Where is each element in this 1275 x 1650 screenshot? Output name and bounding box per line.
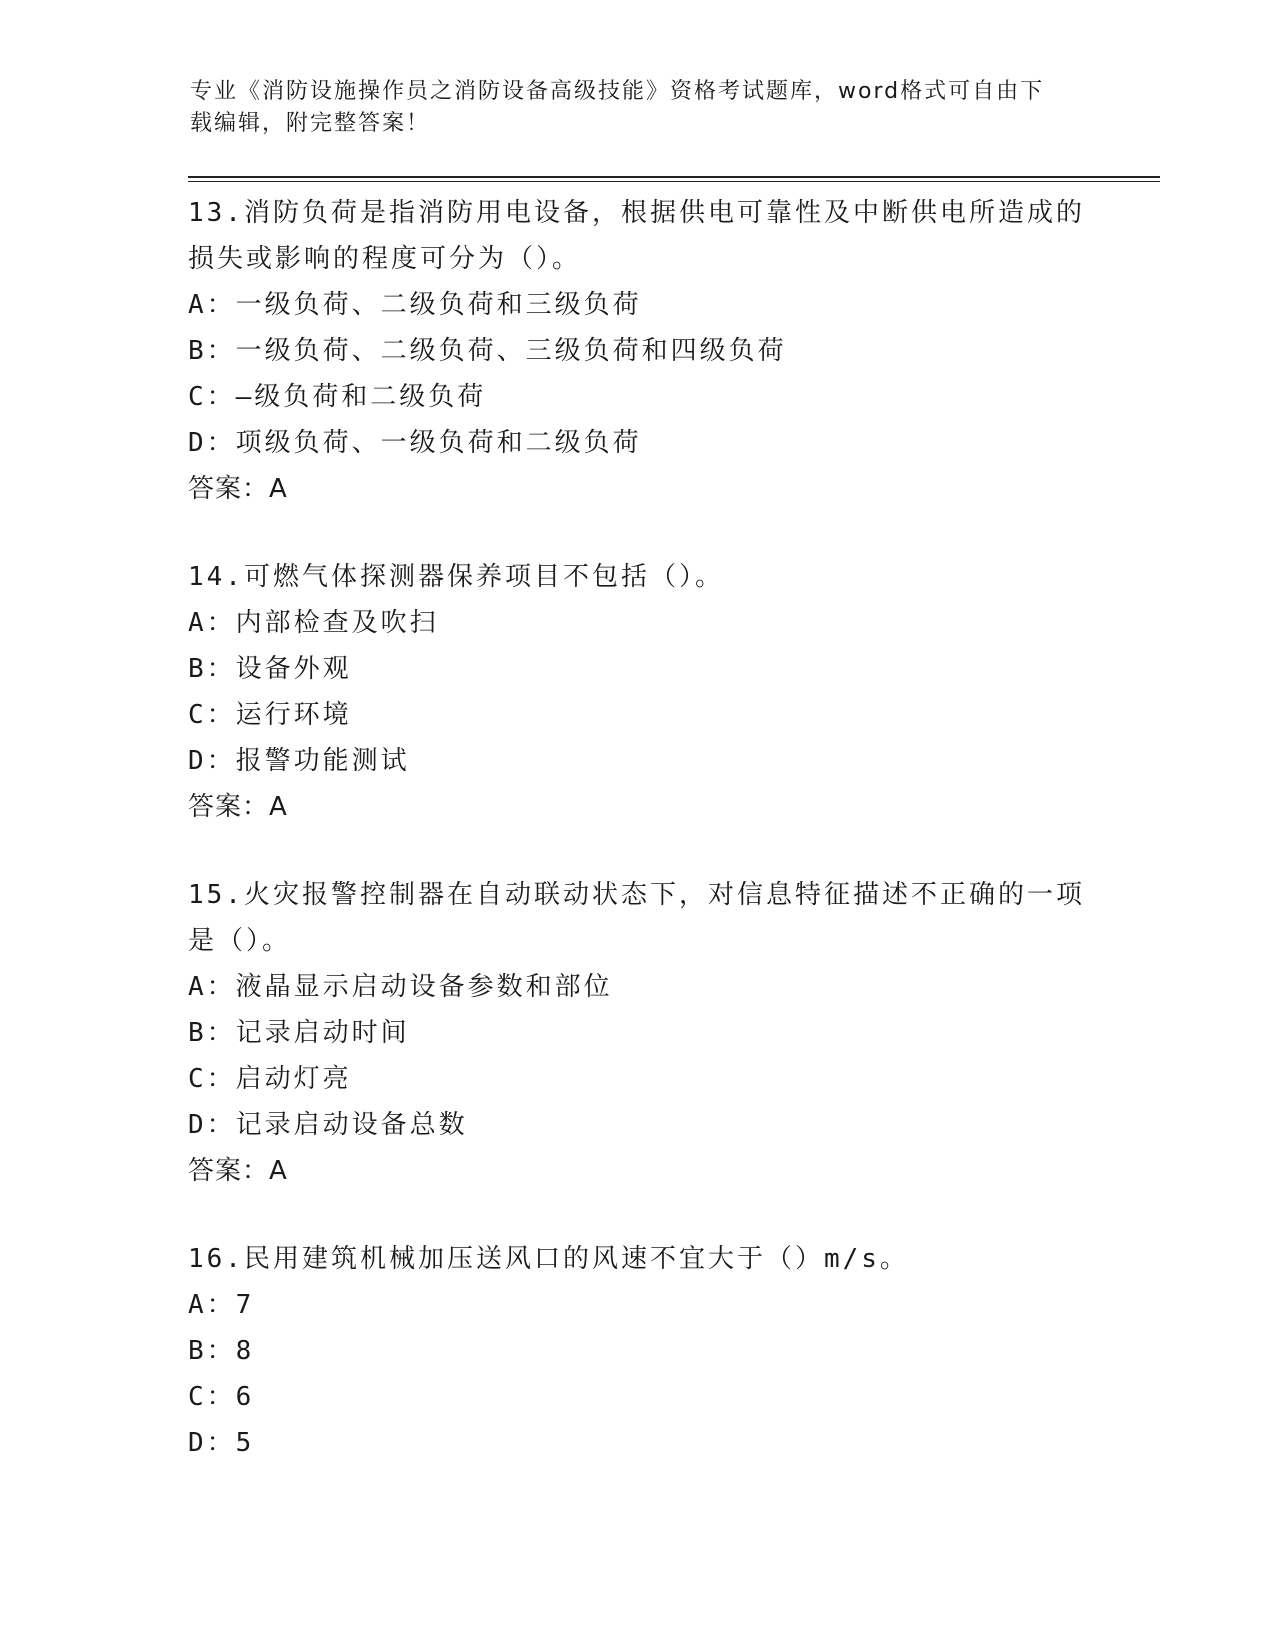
answer-line: 答案：A xyxy=(188,474,288,504)
option-a: A：一级负荷、二级负荷和三级负荷 xyxy=(188,290,642,320)
question-13 xyxy=(188,190,1088,512)
question-stem-line-1: 16.民用建筑机械加压送风口的风速不宜大于（）m/s。 xyxy=(188,1244,909,1274)
question-stem-line-1: 15.火灾报警控制器在自动联动状态下，对信息特征描述不正确的一项 xyxy=(188,880,1085,910)
option-c: C：启动灯亮 xyxy=(188,1064,352,1094)
question-15 xyxy=(188,872,1088,1194)
option-c: C：6 xyxy=(188,1382,255,1412)
question-stem-line-2: 是（）。 xyxy=(188,926,292,956)
option-b: B：记录启动时间 xyxy=(188,1018,410,1048)
question-16 xyxy=(188,1236,1088,1466)
option-d: D：记录启动设备总数 xyxy=(188,1110,468,1140)
option-c: C：—级负荷和二级负荷 xyxy=(188,382,487,412)
option-a: A：7 xyxy=(188,1290,255,1320)
answer-line: 答案：A xyxy=(188,792,288,822)
option-d: D：项级负荷、一级负荷和二级负荷 xyxy=(188,428,642,458)
header-line-1: 专业《消防设施操作员之消防设备高级技能》资格考试题库，word格式可自由下 xyxy=(190,79,1045,104)
option-c: C：运行环境 xyxy=(188,700,352,730)
document-header xyxy=(190,76,1090,140)
option-b: B：一级负荷、二级负荷、三级负荷和四级负荷 xyxy=(188,336,787,366)
header-line-2: 载编辑，附完整答案！ xyxy=(190,111,431,136)
option-b: B：8 xyxy=(188,1336,255,1366)
header-divider-thick xyxy=(188,176,1160,178)
question-stem-line-1: 14.可燃气体探测器保养项目不包括（）。 xyxy=(188,562,724,592)
question-14 xyxy=(188,554,1088,830)
question-list xyxy=(188,190,1088,1508)
option-b: B：设备外观 xyxy=(188,654,352,684)
option-a: A：液晶显示启动设备参数和部位 xyxy=(188,972,613,1002)
question-stem-line-1: 13.消防负荷是指消防用电设备，根据供电可靠性及中断供电所造成的 xyxy=(188,198,1085,228)
answer-line: 答案：A xyxy=(188,1156,288,1186)
option-a: A：内部检查及吹扫 xyxy=(188,608,439,638)
header-divider-thin xyxy=(188,181,1160,182)
question-stem-line-2: 损失或影响的程度可分为（）。 xyxy=(188,244,582,274)
option-d: D：报警功能测试 xyxy=(188,746,410,776)
option-d: D：5 xyxy=(188,1428,255,1458)
